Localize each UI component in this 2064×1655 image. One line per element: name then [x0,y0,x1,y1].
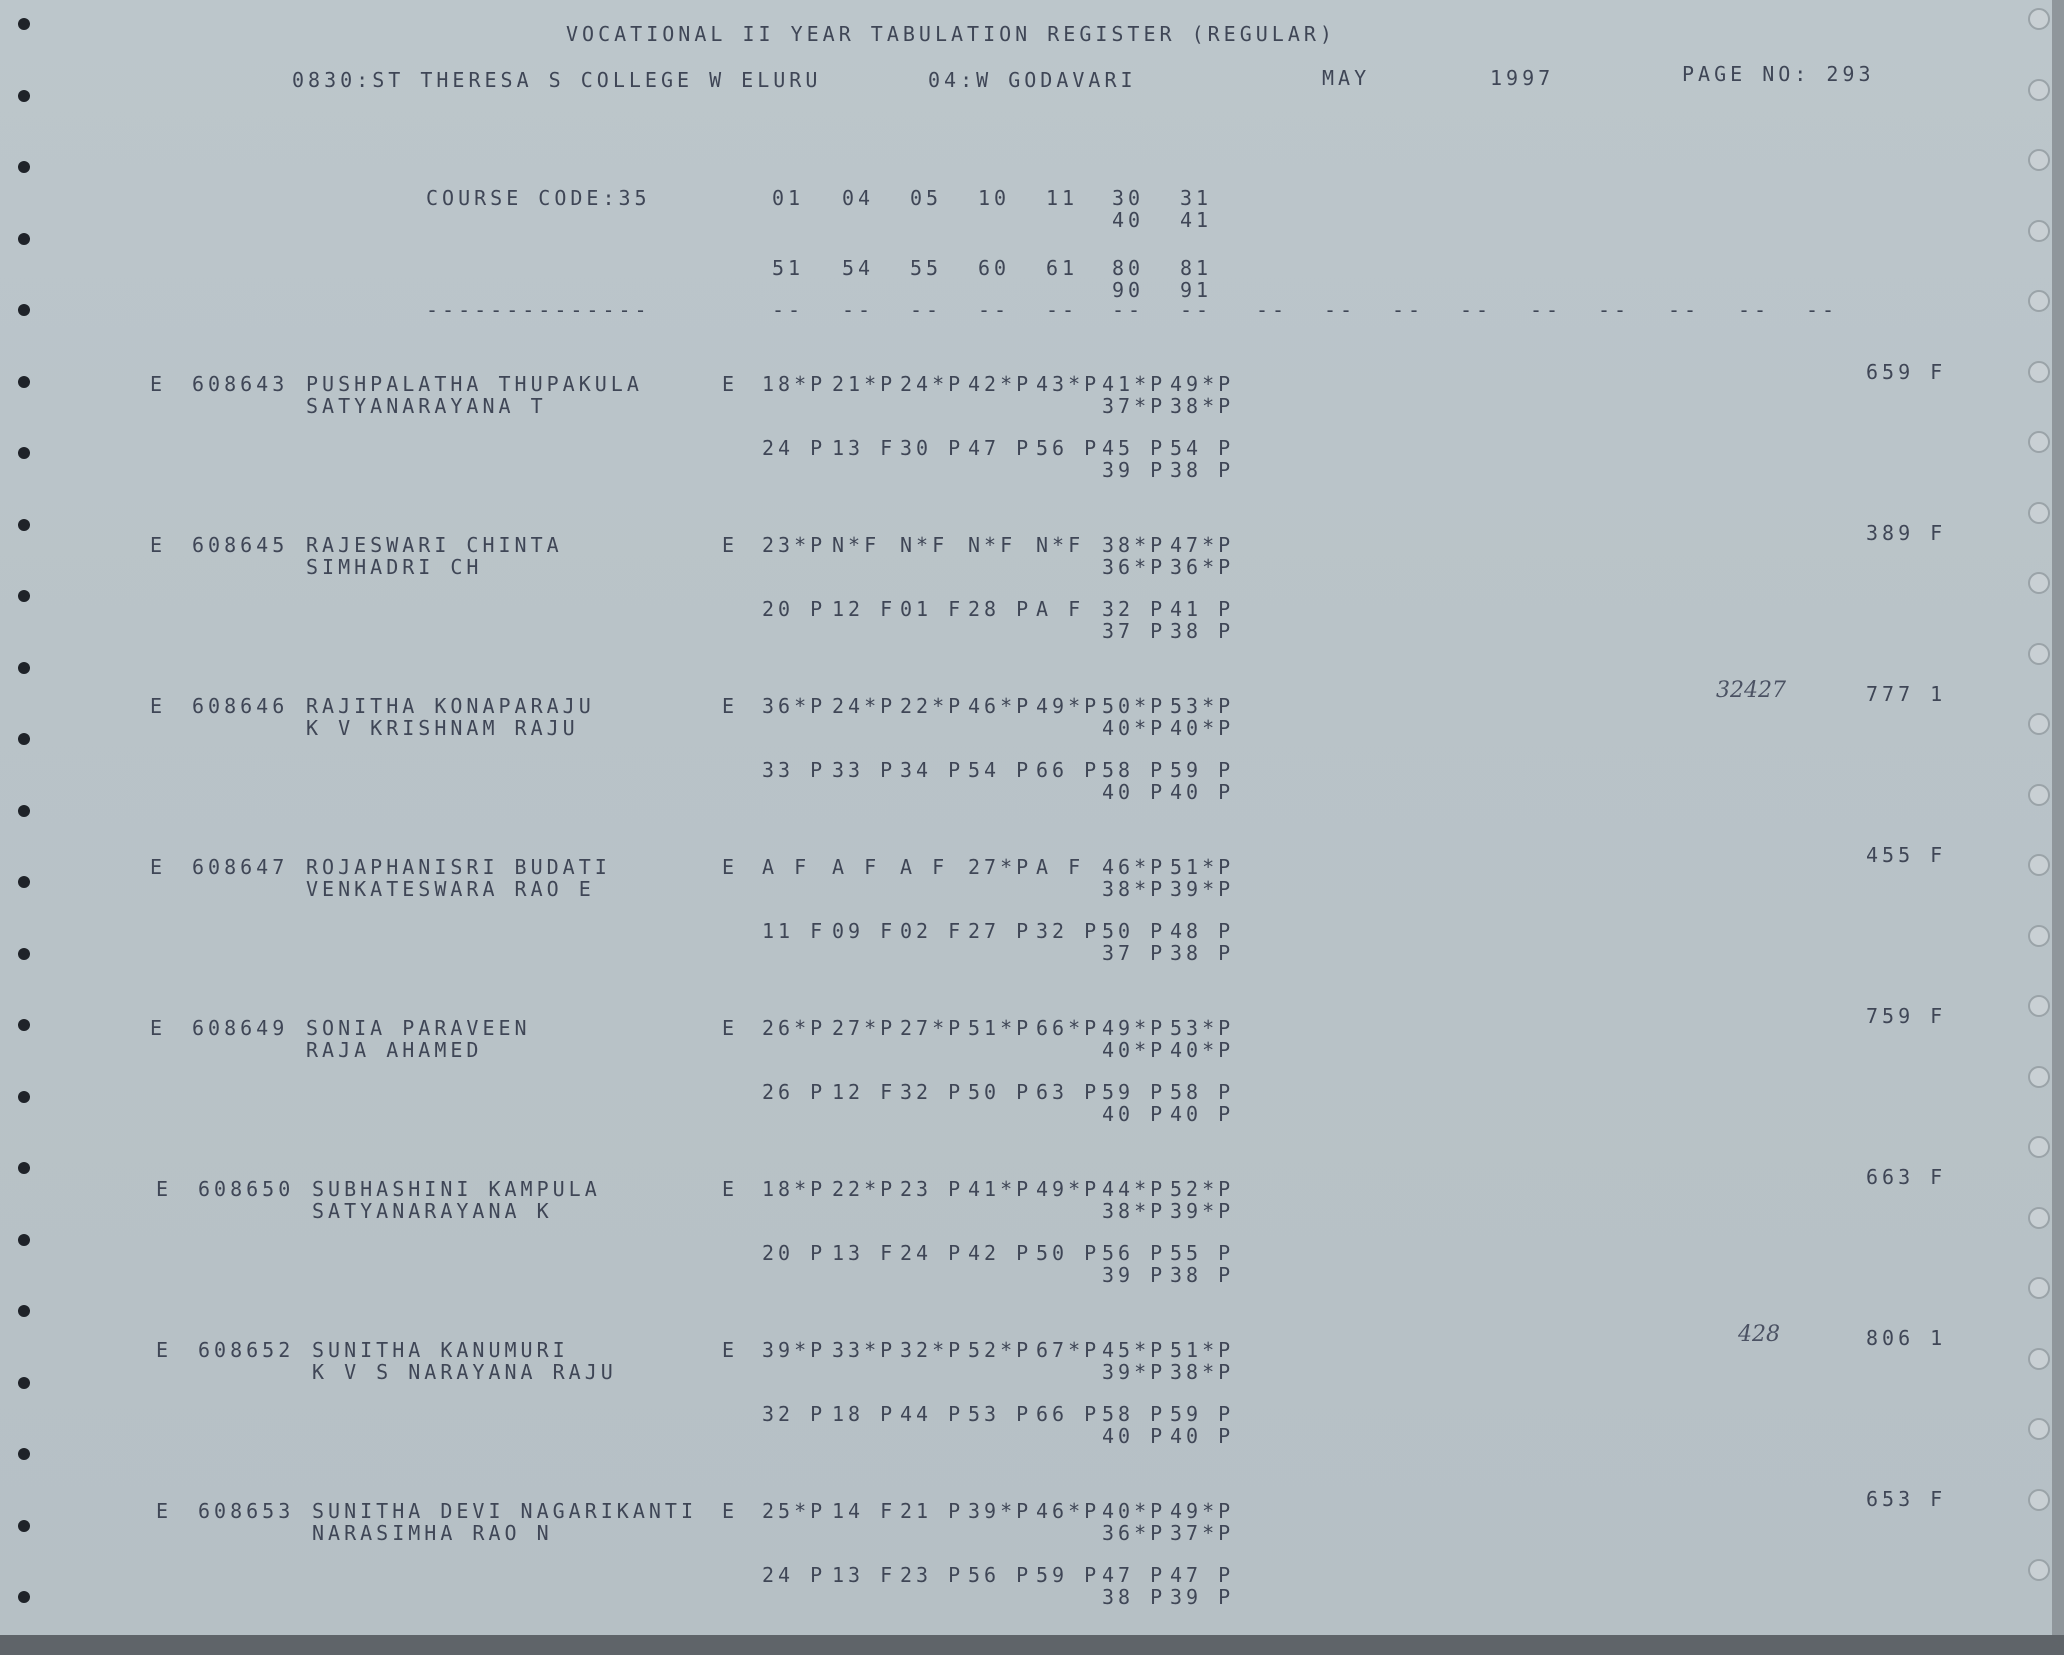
mark-cell: 18*P [762,372,827,396]
mark-cell: 11 F [762,919,827,943]
column-dash: -- [1806,298,1839,322]
subject-code: 51 [772,256,805,280]
column-dash: -- [1598,298,1631,322]
mark-cell: 28 P [968,597,1033,621]
mark-cell: 36*P [1102,1521,1167,1545]
feed-hole-right [2028,79,2050,101]
mark-cell: 38 P [1170,941,1235,965]
roll-number: 608652 [198,1338,295,1362]
mark-cell: 40*P [1102,1038,1167,1062]
subject-code: 91 [1180,278,1213,302]
handwritten-note: 32427 [1716,678,1786,703]
mark-cell: 66*P [1036,1016,1101,1040]
column-dash: -- [1180,298,1213,322]
mark-cell: 33 P [762,758,827,782]
mark-cell: 39 P [1170,1585,1235,1609]
mark-cell: N*F [900,533,949,557]
mark-cell: 47 P [1102,1563,1167,1587]
feed-hole-left [18,376,30,388]
mark-cell: 52*P [968,1338,1033,1362]
mark-cell: A F [1036,597,1085,621]
feed-hole-left [18,805,30,817]
subject-code: 01 [772,186,805,210]
mark-cell: 48 P [1170,919,1235,943]
mark-cell: 18*P [762,1177,827,1201]
mark-cell: 40*P [1102,1499,1167,1523]
feed-hole-right [2028,1136,2050,1158]
mark-cell: 39*P [1170,1199,1235,1223]
feed-hole-left [18,304,30,316]
roll-number: 608647 [192,855,289,879]
mark-cell: 42*P [968,372,1033,396]
mark-cell: 53*P [1170,694,1235,718]
candidate-name: SUBHASHINI KAMPULA [312,1177,601,1201]
mark-cell: 56 P [1036,436,1101,460]
mark-cell: 63 P [1036,1080,1101,1104]
mark-cell: 40*P [1170,716,1235,740]
mark-cell: 27 P [968,919,1033,943]
mark-cell: 50 P [1036,1241,1101,1265]
district-name: 04:W GODAVARI [928,68,1137,92]
subject-code: 55 [910,256,943,280]
mark-cell: 47 P [1170,1563,1235,1587]
parent-name: SATYANARAYANA T [306,394,547,418]
mark-cell: 46*P [1036,1499,1101,1523]
mark-cell: N*F [832,533,881,557]
feed-hole-right [2028,431,2050,453]
parent-name: NARASIMHA RAO N [312,1521,553,1545]
mark-cell: 49*P [1170,372,1235,396]
subject-code: 60 [978,256,1011,280]
mark-cell: 21 P [900,1499,965,1523]
mark-cell: 36*P [1170,555,1235,579]
candidate-type: E [156,1338,173,1362]
mark-cell: 13 F [832,436,897,460]
feed-hole-right [2028,220,2050,242]
mark-cell: 14 F [832,1499,897,1523]
medium-code: E [722,1499,739,1523]
column-dash: -- [1046,298,1079,322]
mark-cell: 45 P [1102,436,1167,460]
mark-cell: 41 P [1170,597,1235,621]
candidate-name: SONIA PARAVEEN [306,1016,531,1040]
candidate-name: SUNITHA DEVI NAGARIKANTI [312,1499,697,1523]
subject-code: 11 [1046,186,1079,210]
subject-code: 61 [1046,256,1079,280]
mark-cell: 58 P [1102,1402,1167,1426]
candidate-type: E [150,855,167,879]
mark-cell: 47*P [1170,533,1235,557]
mark-cell: 46*P [1102,855,1167,879]
mark-cell: 37 P [1102,619,1167,643]
mark-cell: 67*P [1036,1338,1101,1362]
mark-cell: 39*P [762,1338,827,1362]
feed-hole-left [18,1305,30,1317]
feed-hole-right [2028,502,2050,524]
mark-cell: 32 P [1036,919,1101,943]
candidate-name: ROJAPHANISRI BUDATI [306,855,611,879]
candidate-type: E [156,1499,173,1523]
feed-hole-left [18,233,30,245]
feed-hole-right [2028,1559,2050,1581]
feed-hole-left [18,1091,30,1103]
feed-hole-right [2028,643,2050,665]
feed-hole-left [18,1448,30,1460]
feed-hole-left [18,18,30,30]
feed-hole-right [2028,1066,2050,1088]
mark-cell: 37*P [1170,1521,1235,1545]
roll-number: 608650 [198,1177,295,1201]
feed-hole-left [18,1234,30,1246]
mark-cell: 26*P [762,1016,827,1040]
subject-code: 40 [1112,208,1145,232]
column-dash: -- [1112,298,1145,322]
mark-cell: 09 F [832,919,897,943]
medium-code: E [722,533,739,557]
total-result: 806 1 [1866,1326,1947,1350]
mark-cell: 32 P [762,1402,827,1426]
candidate-name: SUNITHA KANUMURI [312,1338,569,1362]
mark-cell: 38*P [1102,877,1167,901]
mark-cell: 24*P [900,372,965,396]
mark-cell: 66 P [1036,758,1101,782]
mark-cell: 40 P [1102,780,1167,804]
medium-code: E [722,1338,739,1362]
mark-cell: 40*P [1170,1038,1235,1062]
mark-cell: 24 P [900,1241,965,1265]
mark-cell: 52*P [1170,1177,1235,1201]
column-dash: -- [1324,298,1357,322]
mark-cell: 40 P [1170,780,1235,804]
register-title: VOCATIONAL II YEAR TABULATION REGISTER (REGULAR) [566,22,1336,46]
mark-cell: 59 P [1170,1402,1235,1426]
candidate-type: E [150,372,167,396]
mark-cell: 38 P [1102,1585,1167,1609]
column-dash: -- [1392,298,1425,322]
roll-number: 608653 [198,1499,295,1523]
mark-cell: A F [832,855,881,879]
mark-cell: 26 P [762,1080,827,1104]
mark-cell: 40 P [1102,1102,1167,1126]
mark-cell: 22*P [832,1177,897,1201]
roll-number: 608645 [192,533,289,557]
feed-hole-right [2028,290,2050,312]
feed-hole-left [18,1019,30,1031]
mark-cell: 50 P [1102,919,1167,943]
parent-name: RAJA AHAMED [306,1038,483,1062]
mark-cell: 12 F [832,1080,897,1104]
mark-cell: 49*P [1102,1016,1167,1040]
mark-cell: 33 P [832,758,897,782]
subject-code: 10 [978,186,1011,210]
mark-cell: 66 P [1036,1402,1101,1426]
mark-cell: 43*P [1036,372,1101,396]
column-dash: -- [842,298,875,322]
feed-hole-left [18,590,30,602]
roll-number: 608643 [192,372,289,396]
mark-cell: 38*P [1170,394,1235,418]
mark-cell: 51*P [1170,855,1235,879]
feed-hole-left [18,161,30,173]
mark-cell: 40 P [1170,1424,1235,1448]
column-dash: -- [1668,298,1701,322]
feed-hole-left [18,447,30,459]
feed-hole-left [18,662,30,674]
medium-code: E [722,694,739,718]
candidate-name: RAJITHA KONAPARAJU [306,694,595,718]
mark-cell: 24 P [762,1563,827,1587]
medium-code: E [722,1016,739,1040]
mark-cell: 20 P [762,597,827,621]
mark-cell: A F [900,855,949,879]
mark-cell: 55 P [1170,1241,1235,1265]
feed-hole-right [2028,1489,2050,1511]
mark-cell: 36*P [762,694,827,718]
mark-cell: 32*P [900,1338,965,1362]
desk-edge [0,1635,2064,1655]
column-dash: -- [1738,298,1771,322]
mark-cell: 42 P [968,1241,1033,1265]
feed-hole-left [18,733,30,745]
mark-cell: 49*P [1036,694,1101,718]
candidate-name: RAJESWARI CHINTA [306,533,563,557]
subject-code: 31 [1180,186,1213,210]
feed-hole-right [2028,925,2050,947]
mark-cell: 40 P [1170,1102,1235,1126]
mark-cell: 24 P [762,436,827,460]
mark-cell: 39*P [1102,1360,1167,1384]
column-dash: -- [1460,298,1493,322]
total-result: 663 F [1866,1165,1947,1189]
feed-hole-left [18,1591,30,1603]
mark-cell: 12 F [832,597,897,621]
medium-code: E [722,372,739,396]
mark-cell: 45*P [1102,1338,1167,1362]
mark-cell: 54 P [968,758,1033,782]
mark-cell: 27*P [968,855,1033,879]
mark-cell: 20 P [762,1241,827,1265]
feed-hole-right [2028,713,2050,735]
mark-cell: 50 P [968,1080,1033,1104]
mark-cell: 23*P [762,533,827,557]
feed-hole-right [2028,8,2050,30]
mark-cell: 39 P [1102,458,1167,482]
mark-cell: 51*P [968,1016,1033,1040]
mark-cell: 41*P [1102,372,1167,396]
mark-cell: 39*P [1170,877,1235,901]
subject-code: 30 [1112,186,1145,210]
mark-cell: A F [762,855,811,879]
mark-cell: 38*P [1102,1199,1167,1223]
feed-hole-left [18,90,30,102]
total-result: 777 1 [1866,682,1947,706]
mark-cell: 59 P [1170,758,1235,782]
mark-cell: 53*P [1170,1016,1235,1040]
mark-cell: 37 P [1102,941,1167,965]
feed-hole-right [2028,1418,2050,1440]
parent-name: SIMHADRI CH [306,555,483,579]
mark-cell: 24*P [832,694,897,718]
total-result: 759 F [1866,1004,1947,1028]
mark-cell: 56 P [968,1563,1033,1587]
mark-cell: 22*P [900,694,965,718]
mark-cell: 23 P [900,1177,965,1201]
feed-hole-right [2028,995,2050,1017]
mark-cell: 34 P [900,758,965,782]
feed-hole-left [18,1377,30,1389]
feed-hole-right [2028,1207,2050,1229]
mark-cell: 38*P [1170,1360,1235,1384]
candidate-type: E [150,533,167,557]
feed-hole-right [2028,361,2050,383]
parent-name: K V KRISHNAM RAJU [306,716,579,740]
feed-hole-right [2028,572,2050,594]
subject-code: 80 [1112,256,1145,280]
roll-number: 608646 [192,694,289,718]
feed-hole-left [18,519,30,531]
column-dash: -- [1256,298,1289,322]
paper-edge [2052,0,2064,1655]
subject-code: 90 [1112,278,1145,302]
column-dash: -- [910,298,943,322]
mark-cell: 25*P [762,1499,827,1523]
feed-hole-right [2028,1277,2050,1299]
medium-code: E [722,855,739,879]
mark-cell: 30 P [900,436,965,460]
mark-cell: 23 P [900,1563,965,1587]
feed-hole-right [2028,149,2050,171]
mark-cell: 02 F [900,919,965,943]
mark-cell: 40 P [1102,1424,1167,1448]
mark-cell: 56 P [1102,1241,1167,1265]
feed-hole-left [18,876,30,888]
mark-cell: N*F [1036,533,1085,557]
mark-cell: 13 F [832,1241,897,1265]
mark-cell: 58 P [1170,1080,1235,1104]
mark-cell: 21*P [832,372,897,396]
mark-cell: 01 F [900,597,965,621]
subject-code: 05 [910,186,943,210]
roll-number: 608649 [192,1016,289,1040]
parent-name: VENKATESWARA RAO E [306,877,595,901]
subject-code: 41 [1180,208,1213,232]
subject-code: 04 [842,186,875,210]
mark-cell: 33*P [832,1338,897,1362]
feed-hole-left [18,1520,30,1532]
candidate-type: E [156,1177,173,1201]
total-result: 653 F [1866,1487,1947,1511]
mark-cell: 38 P [1170,458,1235,482]
page-number: PAGE NO: 293 [1682,62,1875,86]
mark-cell: 53 P [968,1402,1033,1426]
mark-cell: N*F [968,533,1017,557]
mark-cell: 40*P [1102,716,1167,740]
mark-cell: 32 P [900,1080,965,1104]
total-result: 389 F [1866,521,1947,545]
mark-cell: 38 P [1170,1263,1235,1287]
mark-cell: 59 P [1102,1080,1167,1104]
mark-cell: 54 P [1170,436,1235,460]
subject-code: 54 [842,256,875,280]
candidate-type: E [150,1016,167,1040]
course-code: COURSE CODE:35 [426,186,651,210]
feed-hole-right [2028,784,2050,806]
subject-code: 81 [1180,256,1213,280]
mark-cell: 51*P [1170,1338,1235,1362]
mark-cell: 38 P [1170,619,1235,643]
column-dash: -- [1530,298,1563,322]
mark-cell: 27*P [832,1016,897,1040]
college-name: 0830:ST THERESA S COLLEGE W ELURU [292,68,822,92]
candidate-type: E [150,694,167,718]
total-result: 659 F [1866,360,1947,384]
mark-cell: 44 P [900,1402,965,1426]
mark-cell: 49*P [1036,1177,1101,1201]
mark-cell: 58 P [1102,758,1167,782]
feed-hole-left [18,948,30,960]
total-result: 455 F [1866,843,1947,867]
mark-cell: 37*P [1102,394,1167,418]
parent-name: SATYANARAYANA K [312,1199,553,1223]
feed-hole-left [18,1162,30,1174]
course-separator: -------------- [426,298,651,322]
mark-cell: 36*P [1102,555,1167,579]
mark-cell: A F [1036,855,1085,879]
mark-cell: 49*P [1170,1499,1235,1523]
exam-month: MAY [1322,66,1371,90]
column-dash: -- [772,298,805,322]
mark-cell: 50*P [1102,694,1167,718]
mark-cell: 18 P [832,1402,897,1426]
feed-hole-right [2028,1348,2050,1370]
mark-cell: 32 P [1102,597,1167,621]
mark-cell: 13 F [832,1563,897,1587]
mark-cell: 47 P [968,436,1033,460]
parent-name: K V S NARAYANA RAJU [312,1360,617,1384]
mark-cell: 38*P [1102,533,1167,557]
mark-cell: 46*P [968,694,1033,718]
mark-cell: 39*P [968,1499,1033,1523]
mark-cell: 27*P [900,1016,965,1040]
handwritten-note: 428 [1738,1322,1780,1347]
column-dash: -- [978,298,1011,322]
mark-cell: 39 P [1102,1263,1167,1287]
candidate-name: PUSHPALATHA THUPAKULA [306,372,643,396]
exam-year: 1997 [1490,66,1555,90]
mark-cell: 41*P [968,1177,1033,1201]
mark-cell: 44*P [1102,1177,1167,1201]
mark-cell: 59 P [1036,1563,1101,1587]
medium-code: E [722,1177,739,1201]
feed-hole-right [2028,854,2050,876]
